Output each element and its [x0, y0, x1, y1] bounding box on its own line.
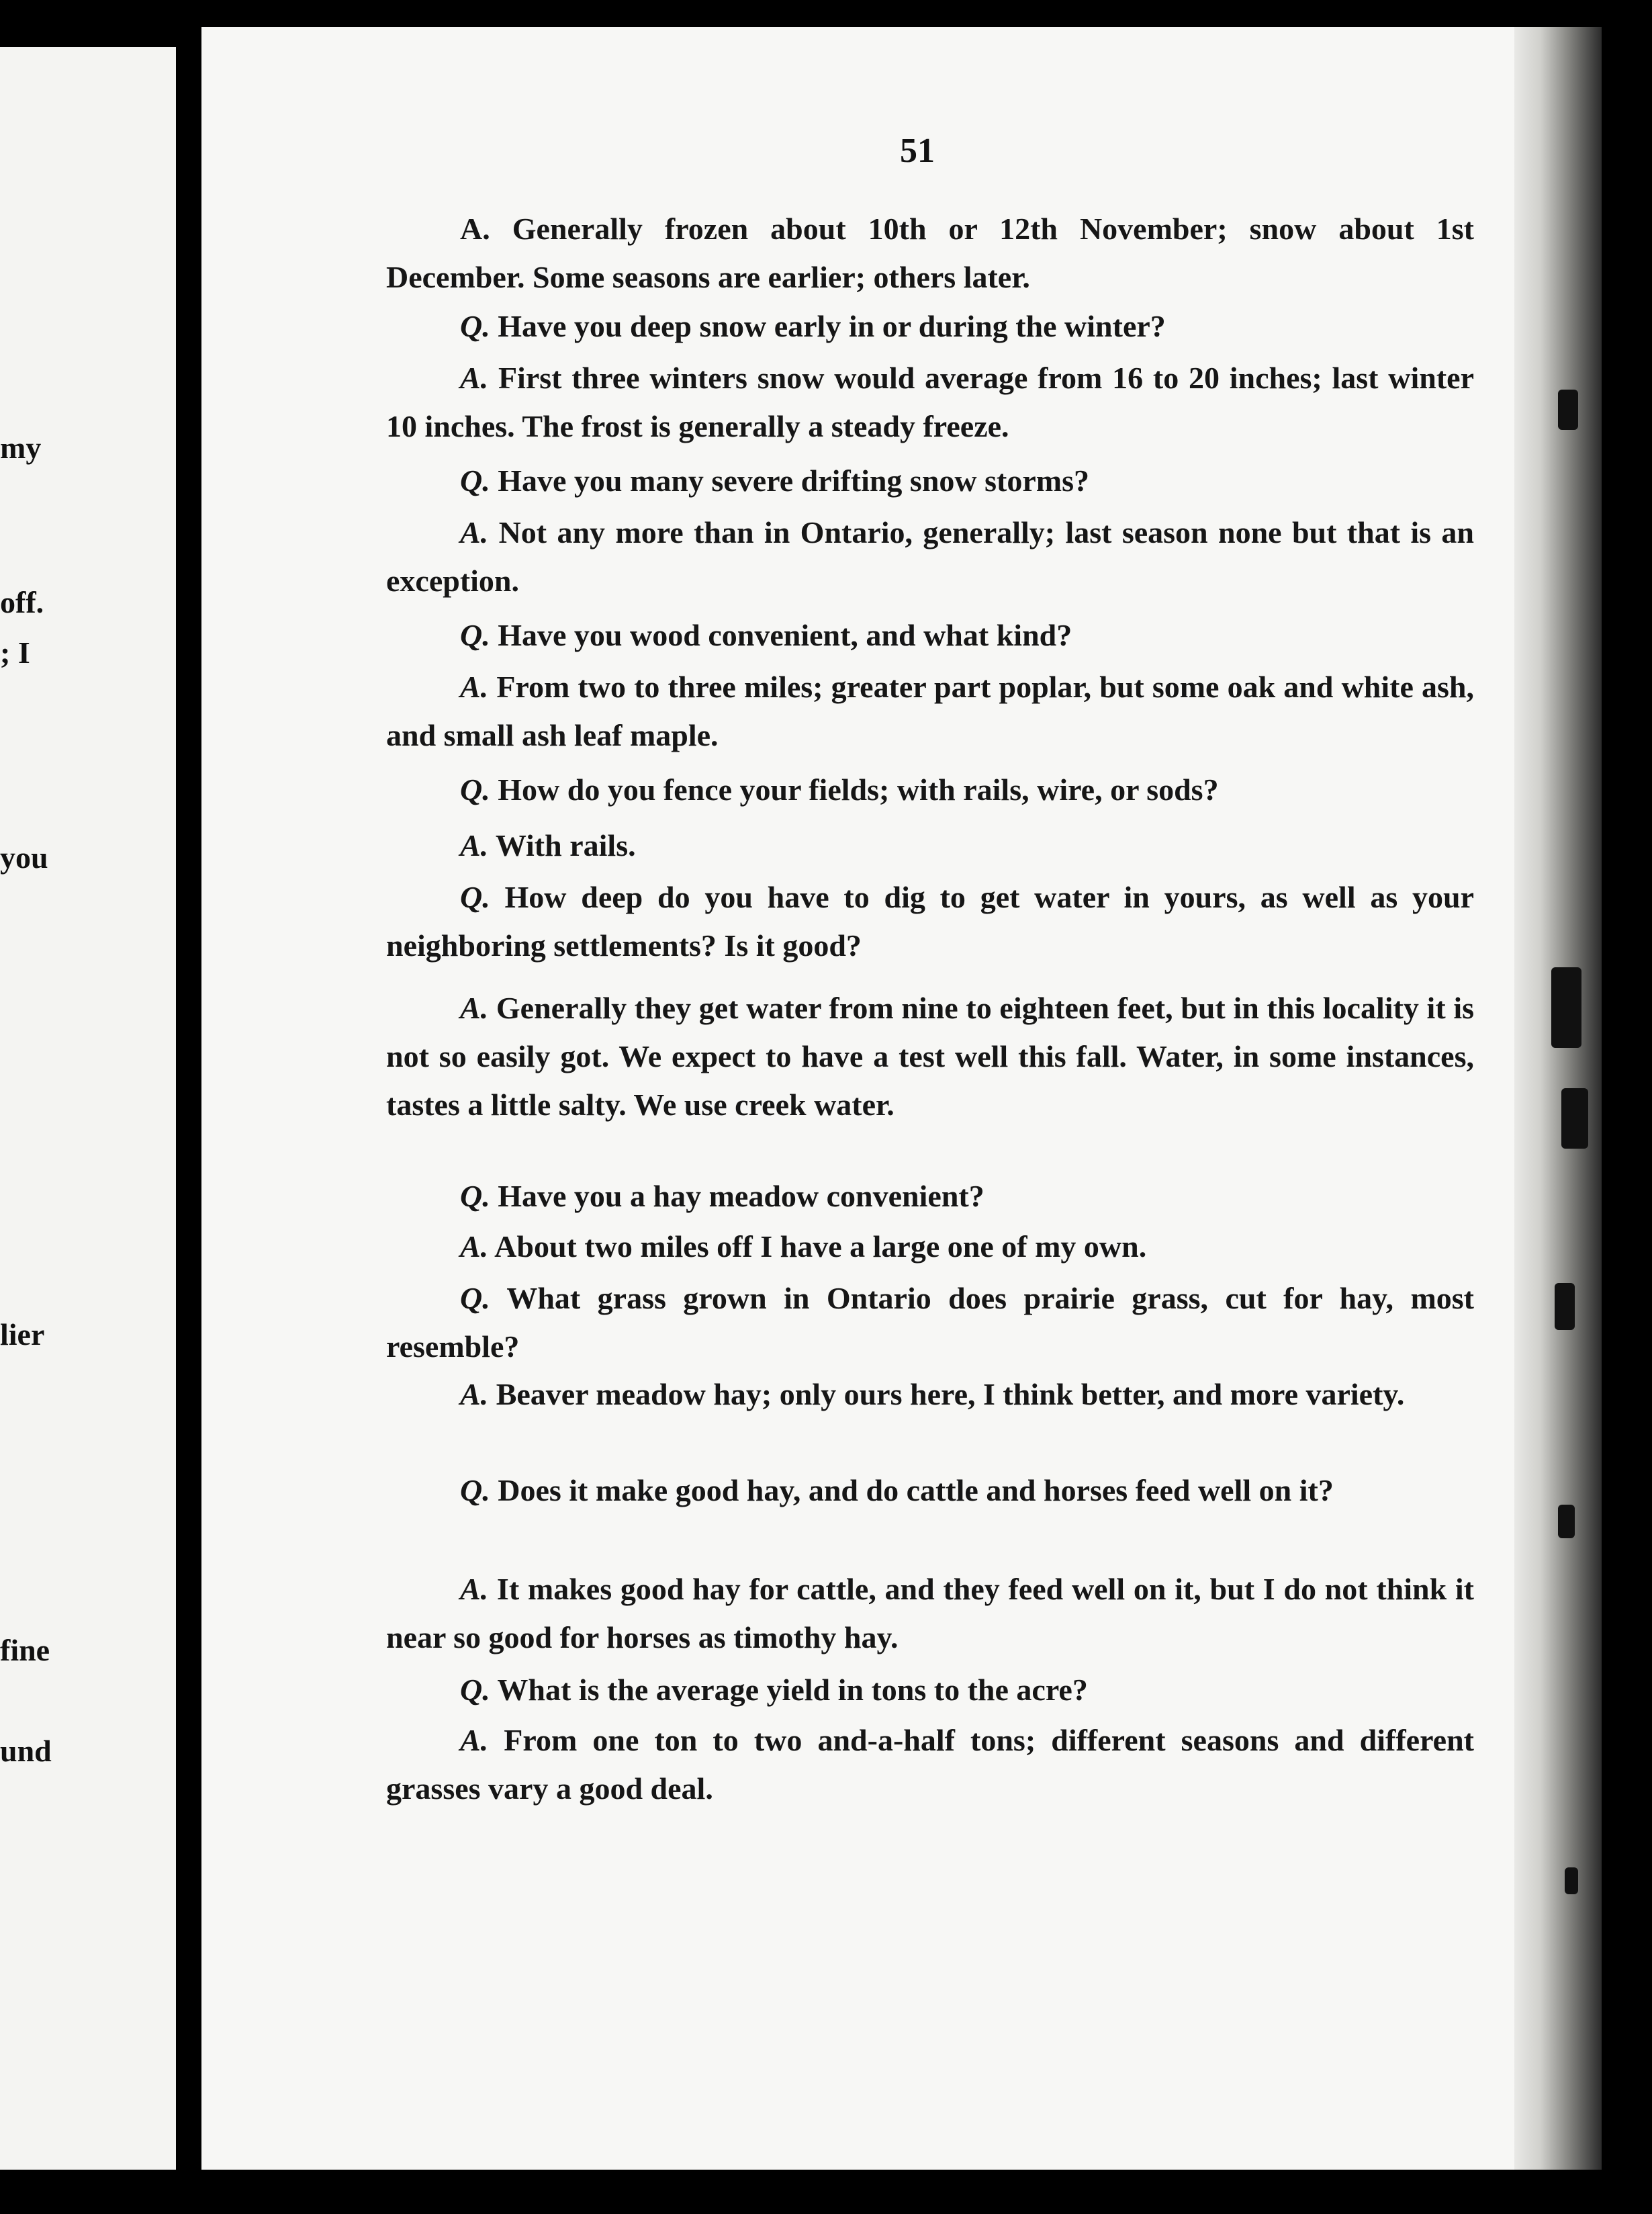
- paragraph-text: About two miles off I have a large one of my own.: [494, 1229, 1147, 1264]
- paragraph-text: With rails.: [495, 828, 636, 862]
- answer-paragraph: [386, 354, 1474, 451]
- left-fragment-text: und: [0, 1734, 52, 1768]
- question-paragraph: [386, 302, 1474, 351]
- answer-paragraph: [386, 1565, 1474, 1662]
- page-edge-marks: [1545, 40, 1612, 2156]
- paragraph-text: Does it make good hay, and do cattle and horses feed well on it?: [498, 1473, 1334, 1507]
- question-label: Q.: [460, 1179, 490, 1213]
- question-label: Q.: [460, 309, 490, 343]
- paragraph-text: Not any more than in Ontario, generally; last season none but that is an exception.: [386, 515, 1474, 598]
- question-label: Q.: [460, 463, 490, 498]
- paragraph-text: From two to three miles; greater part poplar, but some oak and white ash, and small ash leaf maple.: [386, 670, 1475, 752]
- left-fragment-text: lier: [0, 1317, 45, 1352]
- paragraph-text: Have you deep snow early in or during the winter?: [498, 309, 1166, 343]
- answer-label: A.: [460, 828, 489, 862]
- answer-label: A.: [460, 515, 489, 549]
- question-label: Q.: [460, 880, 490, 914]
- answer-paragraph: [386, 1370, 1474, 1419]
- answer-paragraph: [386, 205, 1474, 302]
- answer-paragraph: [386, 1223, 1474, 1271]
- question-paragraph: [386, 1172, 1474, 1221]
- left-fragment-text: my: [0, 431, 42, 465]
- paragraph-text: First three winters snow would average from 16 to 20 inches; last winter 10 inches. The frost is generally a steady freeze.: [386, 361, 1474, 443]
- question-paragraph: [386, 611, 1474, 660]
- page-number: 51: [900, 132, 935, 170]
- book-gutter: [176, 47, 203, 2170]
- paragraph-text: Have you a hay meadow convenient?: [498, 1179, 984, 1213]
- answer-label: A.: [460, 991, 489, 1025]
- left-fragment-text: you: [0, 840, 48, 875]
- answer-label: A.: [460, 212, 490, 246]
- question-paragraph: [386, 1466, 1474, 1515]
- paragraph-text: How do you fence your fields; with rails, wire, or sods?: [498, 772, 1219, 807]
- paragraph-text: Have you many severe drifting snow storms?: [498, 463, 1089, 498]
- left-fragment-text: off.: [0, 585, 44, 619]
- question-label: Q.: [460, 1673, 490, 1707]
- answer-paragraph: [386, 663, 1474, 760]
- answer-label: A.: [460, 670, 489, 704]
- question-label: Q.: [460, 772, 490, 807]
- paragraph-text: Have you wood convenient, and what kind?: [498, 618, 1072, 652]
- paragraph-text: What grass grown in Ontario does prairie grass, cut for hay, most resemble?: [386, 1281, 1474, 1364]
- question-label: Q.: [460, 618, 490, 652]
- answer-paragraph: [386, 1716, 1474, 1813]
- answer-paragraph: [386, 822, 1474, 870]
- paragraph-text: From one ton to two and-a-half tons; different seasons and different grasses vary a good deal.: [386, 1723, 1474, 1806]
- paragraph-text: Beaver meadow hay; only ours here, I think better, and more variety.: [496, 1377, 1405, 1411]
- question-label: Q.: [460, 1473, 490, 1507]
- paragraph-text: It makes good hay for cattle, and they feed well on it, but I do not think it near so good for horses as timothy hay.: [386, 1572, 1474, 1654]
- answer-label: A.: [460, 1377, 489, 1411]
- answer-label: A.: [460, 1723, 489, 1757]
- question-paragraph: [386, 457, 1474, 505]
- question-paragraph: [386, 1666, 1474, 1714]
- left-fragment-text: fine: [0, 1633, 50, 1667]
- answer-paragraph: [386, 984, 1474, 1129]
- paragraph-text: How deep do you have to dig to get water in yours, as well as your neighboring settlements? Is it good?: [386, 880, 1475, 963]
- answer-label: A.: [460, 1229, 489, 1264]
- answer-label: A.: [460, 361, 489, 395]
- paragraph-text: Generally frozen about 10th or 12th November; snow about 1st December. Some seasons are earlier; others later.: [386, 212, 1475, 294]
- left-fragment-text: ; I: [0, 635, 30, 670]
- question-paragraph: [386, 873, 1474, 970]
- answer-paragraph: [386, 508, 1474, 605]
- paragraph-text: Generally they get water from nine to eighteen feet, but in this locality it is not so easily got. We expect to have a test well this fall. Water, in some instances, tastes a little salty. We use creek water.: [386, 991, 1475, 1122]
- paragraph-text: What is the average yield in tons to the acre?: [497, 1673, 1088, 1707]
- question-label: Q.: [460, 1281, 490, 1315]
- answer-label: A.: [460, 1572, 489, 1606]
- left-page-fragment: [0, 47, 176, 2170]
- question-paragraph: [386, 1274, 1474, 1371]
- question-paragraph: [386, 766, 1474, 814]
